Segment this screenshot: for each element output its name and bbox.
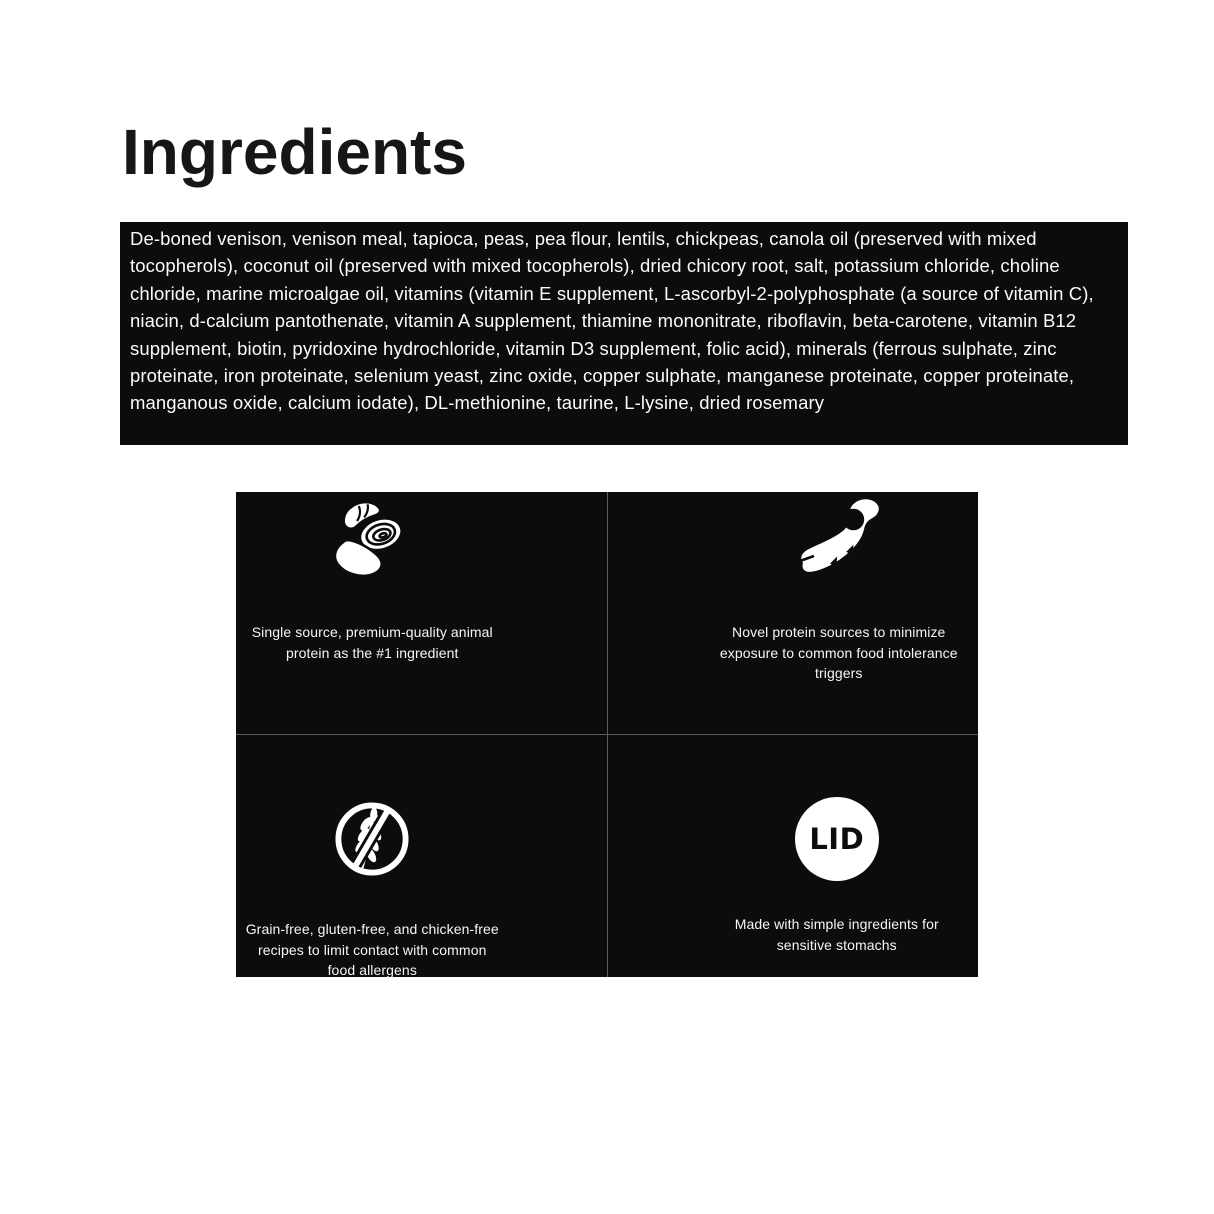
- ingredients-list-panel: [120, 222, 1128, 445]
- feature-cell-single-source: [236, 492, 607, 734]
- ingredients-text: De-boned venison, venison meal, tapioca, peas, pea flour, lentils, chickpeas, canola oil (preserved with mixed tocopherols), coconut oil (preserved with mixed tocopherols), dried chicory root, salt, potassium chloride, choline chloride, marine microalgae oil, vitamins (vitamin E supplement, L-ascorbyl-2-polyphosphate (a source of vitamin C), niacin, d-calcium pantothenate, vitamin A supplement, thiamine mononitrate, riboflavin, beta-carotene, vitamin B12 supplement, biotin, pyridoxine hydrochloride, vitamin D3 supplement, folic acid), minerals (ferrous sulphate, zinc proteinate, iron proteinate, selenium yeast, zinc oxide, copper sulphate, manganese proteinate, copper proteinate, manganous oxide, calcium iodate), DL-methionine, taurine, L-lysine, dried rosemary: [130, 228, 1094, 414]
- feature-label-single-source: Single source, premium-quality animal protein as the #1 ingredient: [251, 624, 493, 661]
- feature-label-lid: Made with simple ingredients for sensitive stomachs: [734, 916, 939, 953]
- lid-badge-text: LID: [809, 822, 865, 856]
- meat-roast-icon: [328, 499, 416, 592]
- feature-cell-grain-free: [236, 735, 607, 977]
- feature-cell-novel-protein: [608, 492, 979, 734]
- feature-label-grain-free: Grain-free, gluten-free, and chicken-free recipes to limit contact with common food allergens: [245, 921, 499, 977]
- lid-badge-icon: [795, 797, 879, 881]
- fish-icon: [794, 497, 884, 592]
- grain-free-wheat-icon: [330, 797, 414, 886]
- features-grid: [236, 492, 978, 977]
- feature-label-novel-protein: Novel protein sources to minimize exposure to common food intolerance triggers: [719, 624, 958, 681]
- feature-cell-lid: [608, 735, 979, 977]
- page-title: Ingredients: [122, 116, 467, 188]
